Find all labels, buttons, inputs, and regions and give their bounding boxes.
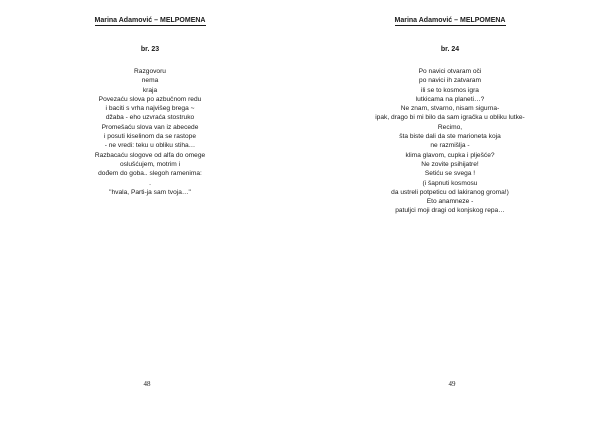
poem-line: (i šapnuti kosmosu — [422, 179, 478, 187]
poem-line: Povezaću slova po azbučnom redu — [98, 95, 202, 103]
poem-line: Eto anamneze - — [426, 198, 474, 206]
poem-line: Razbacaću slogove od alfa do omege — [94, 151, 206, 159]
poem-line: patuljci moji dragi od konjskog repa… — [395, 207, 505, 215]
poem-line: da ustreli potpeticu od lakiranog groma!) — [391, 188, 509, 196]
poem-number: br. 24 — [440, 46, 460, 53]
poem-line: Ne zovite psihijatre! — [421, 160, 479, 168]
right-page — [300, 0, 600, 425]
poem-line: - ne vredi: teku u obliku stiha… — [104, 142, 196, 150]
poem-line: Po navici otvaram oči — [418, 68, 482, 75]
poem-text — [300, 67, 600, 216]
poem-line: "hvala, Parti-ja sam tvoja…" — [109, 188, 191, 196]
poem-line: dođem do goba.. slegoh ramenima: — [98, 170, 202, 178]
poem-text — [0, 67, 300, 197]
poem-line: klima glavom, cupka i plješće? — [405, 151, 495, 159]
page-number: 48 — [143, 380, 151, 388]
poem-line: i baciti s vrha najvišeg brega ~ — [105, 105, 195, 113]
poem-line: po navici ih zatvaram — [419, 77, 481, 85]
header-text: Marina Adamović – MELPOMENA — [394, 17, 506, 24]
poem-line: lutkicama na planeti…? — [415, 95, 485, 103]
poem-line: ipak, drago bi mi bilo da sam igračka u obliku lutke- — [375, 114, 525, 122]
poem-line: ili se to kosmos igra — [421, 86, 479, 94]
poem-line: nema — [141, 77, 159, 85]
poem-line: . — [149, 179, 151, 187]
poem-line: šta biste dali da ste marioneta koja — [399, 133, 501, 141]
poem-line: Razgovoru — [134, 68, 166, 75]
poem-line: kraja — [142, 86, 158, 94]
poem-line: Setiću se svega ! — [424, 170, 476, 178]
header-text: Marina Adamović – MELPOMENA — [94, 17, 206, 24]
running-header — [0, 16, 300, 26]
poem-line: i posuti kiselinom da se rastope — [104, 133, 196, 141]
poem-line: Ne znam, stvarno, nisam sigurna- — [400, 105, 500, 113]
poem-line: Promešaću slova van iz abecede — [101, 123, 199, 131]
poem-line: ne razmišlja - — [430, 142, 470, 150]
poem-line: džaba - eho uzvraća stostruko — [105, 114, 195, 122]
poem-number: br. 23 — [140, 46, 160, 53]
poem-line: Recimo, — [437, 123, 463, 131]
poem-line: oslušćujem, motrim i — [119, 160, 181, 168]
running-header — [300, 16, 600, 26]
page-number: 49 — [448, 380, 456, 388]
